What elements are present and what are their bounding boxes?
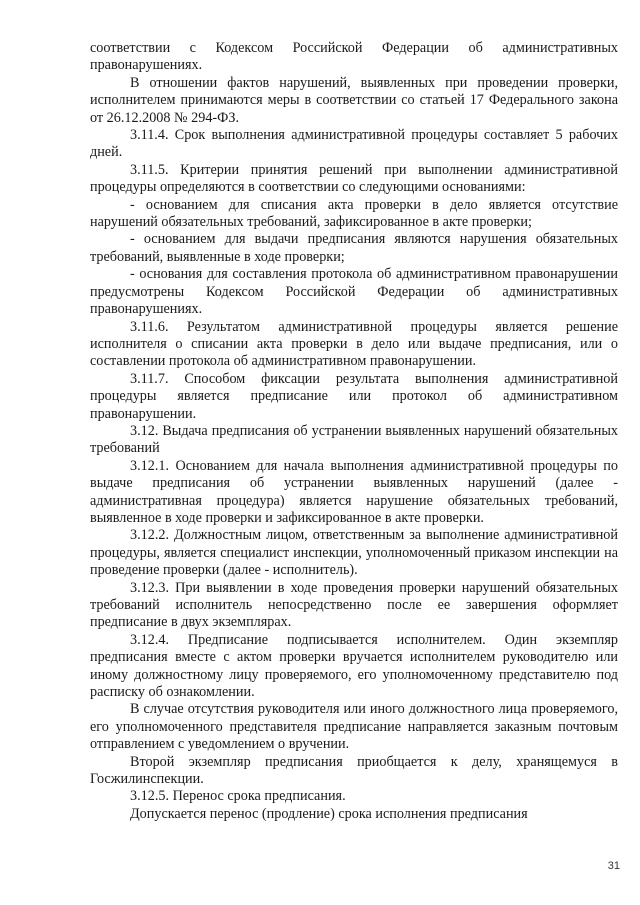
paragraph: В отношении фактов нарушений, выявленных при проведении проверки, исполнителем принимаются меры в соответствии со статьей 17 Федерального закона от 26.12.2008 № 294-ФЗ. bbox=[90, 74, 618, 126]
paragraph: 3.11.6. Результатом административной процедуры является решение исполнителя о списании акта проверки в дело или выдаче предписания, или о составлении протокола об административном правонарушении. bbox=[90, 318, 618, 370]
paragraph: 3.12.3. При выявлении в ходе проведения проверки нарушений обязательных требований исполнитель непосредственно после ее завершения оформляет предписание в двух экземплярах. bbox=[90, 579, 618, 631]
paragraph: Второй экземпляр предписания приобщается к делу, хранящемуся в Госжилинспекции. bbox=[90, 753, 618, 788]
section-heading: 3.12. Выдача предписания об устранении выявленных нарушений обязательных требований bbox=[90, 422, 618, 457]
paragraph: Допускается перенос (продление) срока исполнения предписания bbox=[130, 805, 528, 822]
page-number: 31 bbox=[607, 860, 620, 872]
list-item: - основанием для выдачи предписания являются нарушения обязательных требований, выявленные в ходе проверки; bbox=[90, 231, 618, 265]
paragraph: 3.11.7. Способом фиксации результата выполнения административной процедуры является предписание или протокол об административном правонарушении. bbox=[90, 370, 618, 422]
document-body bbox=[90, 40, 618, 823]
paragraph: 3.12.2. Должностным лицом, ответственным за выполнение административной процедуры, является специалист инспекции, уполномоченный приказом инспекции на проведение проверки (далее - исполнитель). bbox=[90, 527, 618, 579]
paragraph: В случае отсутствия руководителя или иного должностного лица проверяемого, его уполномоченного представителя предписание направляется заказным почтовым отправлением с уведомлением о вручении. bbox=[90, 701, 618, 753]
paragraph: 3.11.4. Срок выполнения административной процедуры составляет 5 рабочих дней. bbox=[90, 127, 618, 161]
paragraph: 3.12.5. Перенос срока предписания. bbox=[130, 788, 346, 805]
list-item: - основанием для списания акта проверки в дело является отсутствие нарушений обязательных требований, зафиксированное в акте проверки; bbox=[90, 196, 618, 231]
paragraph: 3.11.5. Критерии принятия решений при выполнении административной процедуры определяются в соответствии со следующими основаниями: bbox=[90, 161, 618, 196]
list-item: - основания для составления протокола об административном правонарушении предусмотрены Кодексом Российской Федерации об административных правонарушениях. bbox=[90, 266, 618, 318]
paragraph: соответствии с Кодексом Российской Федерации об административных правонарушениях. bbox=[90, 40, 618, 74]
paragraph: 3.12.4. Предписание подписывается исполнителем. Один экземпляр предписания вместе с актом проверки вручается исполнителем руководителю или иному должностному лицу проверяемого, его уполномоченному представителю под расписку об ознакомлении. bbox=[90, 631, 618, 701]
paragraph: 3.12.1. Основанием для начала выполнения административной процедуры по выдаче предписания об устранении выявленных нарушений (далее - административная процедура) является нарушение обязательных требований, выявленное в ходе проверки и зафиксированное в акте проверки. bbox=[90, 457, 618, 526]
